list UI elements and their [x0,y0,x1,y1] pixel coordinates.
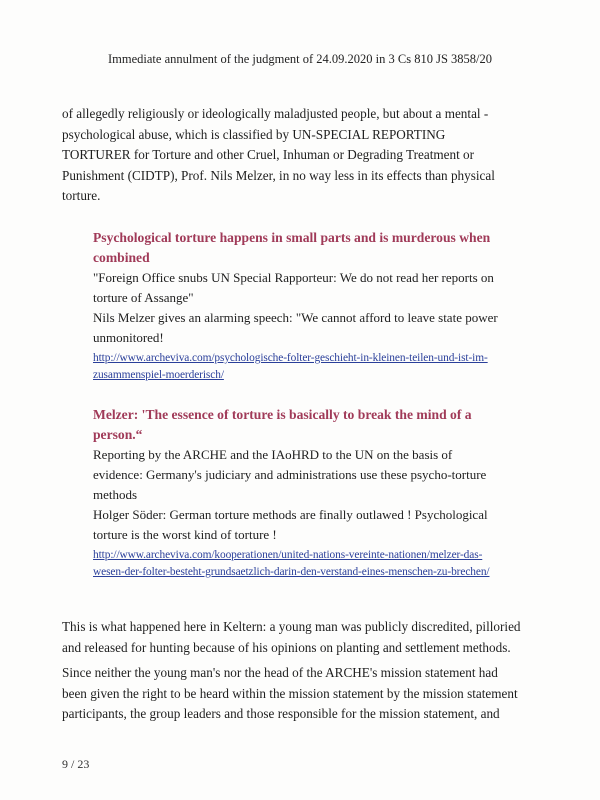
text-line: psychological abuse, which is classified by UN-SPECIAL REPORTING [62,126,446,142]
link-line[interactable]: zusammenspiel-moerderisch/ [93,369,224,381]
text-line: torture. [62,188,101,203]
quote-block-psychological-torture [93,228,533,384]
quote-block-melzer [93,405,533,581]
link-line[interactable]: http://www.archeviva.com/kooperationen/united-nations-vereinte-nationen/melzer-das- [93,549,483,561]
intro-paragraph [62,104,532,207]
text-line: Holger Söder: German torture methods are finally outlawed ! Psychological [93,507,488,522]
block-heading [93,228,533,268]
text-line: participants, the group leaders and those responsible for the mission statement, and [62,706,500,721]
text-line: torture is the worst kind of torture ! [93,527,277,542]
text-line: been given the right to be heard within the mission statement by the mission statement [62,685,518,701]
mission-statement-paragraph [62,663,532,725]
archeviva-link-melzer[interactable] [93,547,533,581]
text-line: TORTURER for Torture and other Cruel, Inhuman or Degrading Treatment or [62,147,475,162]
text-line: This is what happened here in Keltern: a young man was publicly discredited, pilloried [62,619,521,634]
link-line[interactable]: wesen-der-folter-besteht-grundsaetzlich-darin-den-verstand-eines-menschen-zu-brechen/ [93,566,490,578]
text-line: torture of Assange" [93,290,194,305]
heading-line: person.“ [93,427,143,442]
text-line: Nils Melzer gives an alarming speech: "We cannot afford to leave state power [93,310,498,325]
text-line: and released for hunting because of his opinions on planting and settlement methods. [62,639,511,655]
text-line: Punishment (CIDTP), Prof. Nils Melzer, in no way less in its effects than physical [62,167,495,183]
heading-line: Melzer: 'The essence of torture is basically to break the mind of a [93,407,472,422]
link-line[interactable]: http://www.archeviva.com/psychologische-folter-geschieht-in-kleinen-teilen-und-ist-im- [93,352,488,364]
page-header: Immediate annulment of the judgment of 24.09.2020 in 3 Cs 810 JS 3858/20 [108,52,492,66]
text-line: Since neither the young man's nor the head of the ARCHE's mission statement had [62,665,498,680]
text-line: unmonitored! [93,330,164,345]
text-line: evidence: Germany's judiciary and administrations use these psycho-torture [93,467,487,482]
archeviva-link-psychological-torture[interactable] [93,350,533,384]
text-line: "Foreign Office snubs UN Special Rapporteur: We do not read her reports on [93,270,494,285]
text-line: Reporting by the ARCHE and the IAoHRD to the UN on the basis of [93,447,453,462]
text-line: of allegedly religiously or ideologically maladjusted people, but about a mental - [62,106,489,121]
block-heading [93,405,533,445]
keltern-paragraph [62,617,532,658]
heading-line: Psychological torture happens in small parts and is murderous when [93,230,491,245]
page-number: 9 / 23 [62,757,90,771]
heading-line: combined [93,250,150,265]
text-line: methods [93,487,138,502]
